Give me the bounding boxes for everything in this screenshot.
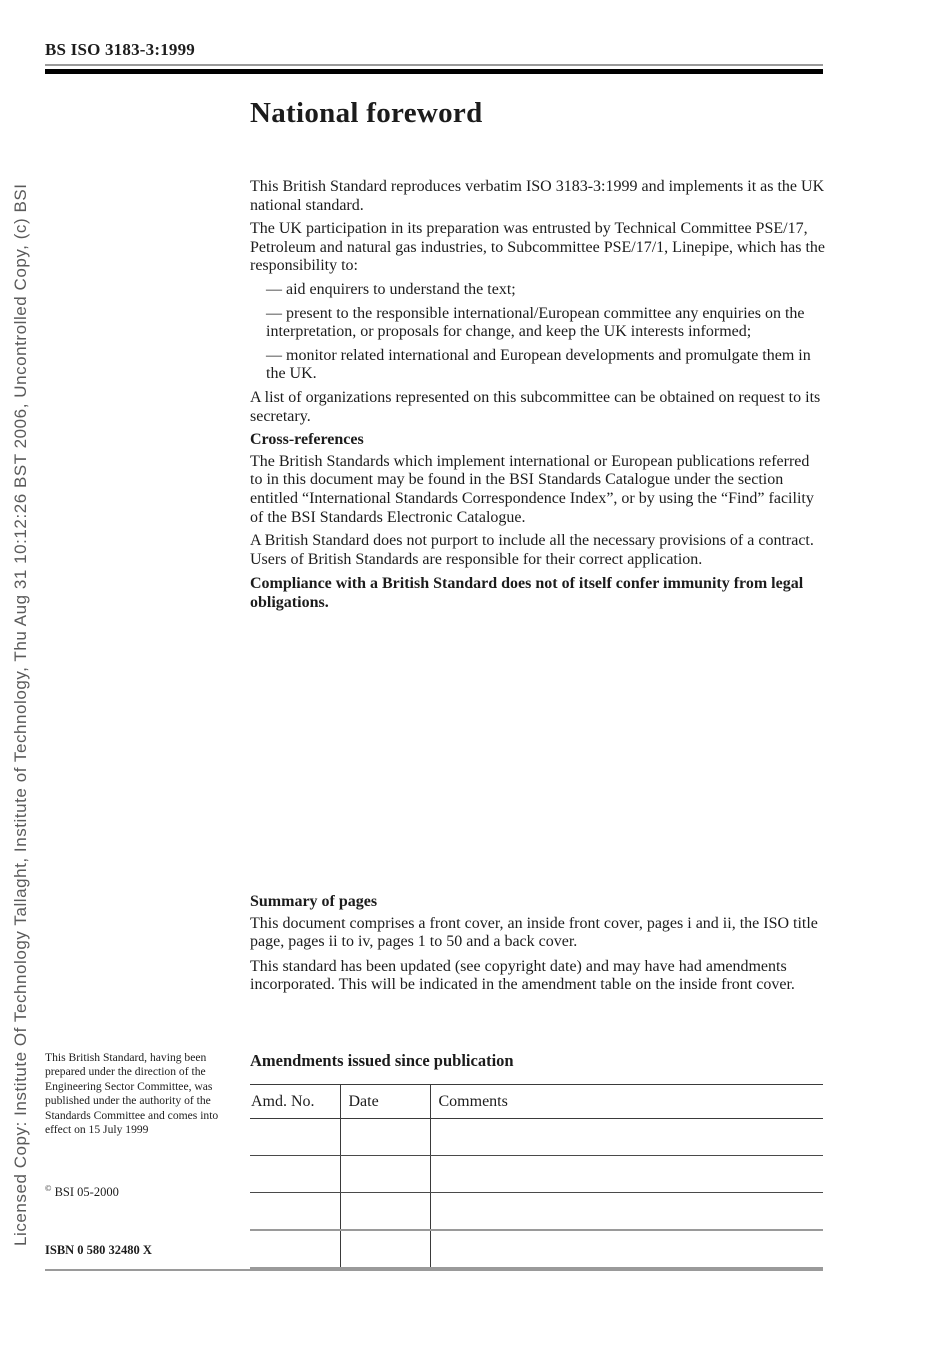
paragraph: The UK participation in its preparation was entrusted by Technical Committee PSE/17, Petroleum and natural gas industries, to Subcommittee PSE/17/1, Linepipe, which has the responsibility to: (250, 220, 826, 275)
table-row (250, 1156, 823, 1193)
isbn: ISBN 0 580 32480 X (45, 1243, 152, 1257)
page-title: National foreword (250, 97, 483, 129)
paragraph: A British Standard does not purport to include all the necessary provisions of a contract. Users of British Standards are responsible for their correct application. (250, 532, 814, 568)
summary-heading: Summary of pages (250, 893, 378, 910)
column-header-amd-no: Amd. No. (250, 1085, 340, 1119)
compliance-statement: Compliance with a British Standard does not of itself confer immunity from legal obligations. (250, 575, 804, 612)
cross-references-heading: Cross-references (250, 431, 364, 449)
license-watermark: Licensed Copy: Institute Of Technology Tallaght, Institute of Technology, Thu Aug 31 10:12:26 BST 2006, Uncontrolled Copy, (c) BSI (11, 183, 30, 1246)
copyright-symbol: © (45, 1183, 52, 1193)
list-item: — aid enquirers to understand the text; (266, 280, 516, 298)
list-item: — monitor related international and European developments and promulgate them in the UK. (266, 346, 811, 383)
list-item: — present to the responsible international/European committee any enquiries on the interpretation, or proposals for change, and keep the UK interests informed; (266, 304, 805, 341)
amendments-section (250, 1051, 823, 1269)
paragraph: A list of organizations represented on this subcommittee can be obtained on request to its secretary. (250, 388, 821, 425)
foreword-body (250, 178, 825, 617)
copyright-text: BSI 05-2000 (54, 1185, 119, 1199)
paragraph: This standard has been updated (see copyright date) and may have had amendments incorporated. This will be indicated in the amendment table on the inside front cover. (250, 957, 795, 994)
column-header-date: Date (340, 1085, 430, 1119)
paragraph: The British Standards which implement international or European publications referred to in this document may be found in the BSI Standards Catalogue under the section entitled “International Standards Correspondence Index”, or by using the “Find” facility of the BSI Standards Electronic Catalogue. (250, 452, 814, 526)
copyright-line (45, 1183, 119, 1200)
table-row (250, 1119, 823, 1156)
header-double-rule (45, 64, 823, 74)
paragraph: This document comprises a front cover, an inside front cover, pages i and ii, the ISO title page, pages ii to iv, pages 1 to 50 and a back cover. (250, 914, 818, 951)
document-reference: BS ISO 3183-3:1999 (45, 40, 196, 59)
amendments-table (250, 1084, 823, 1269)
paragraph: This British Standard reproduces verbatim ISO 3183-3:1999 and implements it as the UK national standard. (250, 178, 825, 214)
page-bottom-rule (45, 1269, 823, 1271)
summary-of-pages-section (250, 891, 825, 1001)
table-row (250, 1193, 823, 1231)
table-row (250, 1230, 823, 1268)
amendments-heading: Amendments issued since publication (250, 1051, 514, 1070)
column-header-comments: Comments (430, 1085, 823, 1119)
header-rule-thick (45, 69, 823, 74)
publication-note: This British Standard, having been prepared under the direction of the Engineering Sector Committee, was published under the authority of the Standards Committee and comes into effect on 15 July 1999 (45, 1051, 219, 1137)
table-header-row (250, 1085, 823, 1119)
